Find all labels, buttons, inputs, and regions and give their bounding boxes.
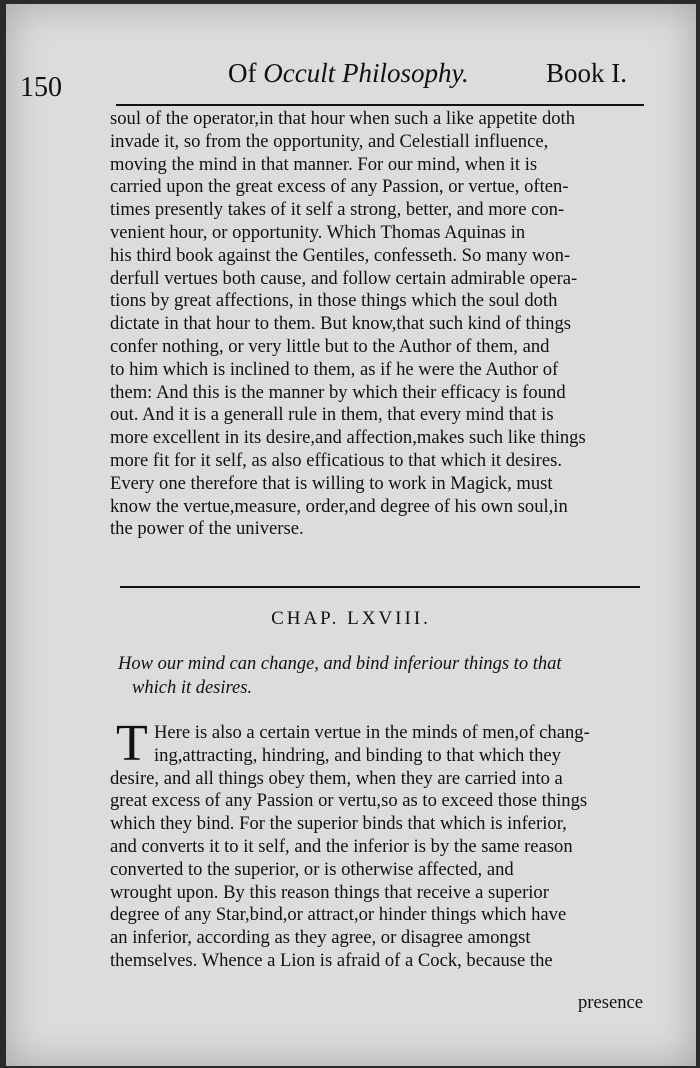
- running-title-italic: Occult Philosophy.: [263, 58, 469, 88]
- text-line: Here is also a certain vertue in the minds of men,of chang-: [154, 722, 590, 743]
- text-line: desire, and all things obey them, when they are carried into a: [110, 767, 563, 789]
- book-page: [6, 4, 696, 1066]
- text-line: dictate in that hour to them. But know,that such kind of things: [110, 313, 571, 335]
- text-line: to him which is inclined to them, as if he were the Author of: [110, 358, 559, 380]
- text-line: wrought upon. By this reason things that receive a superior: [110, 881, 549, 903]
- text-line: soul of the operator,in that hour when such a like appetite doth: [110, 108, 576, 129]
- book-label: Book I.: [546, 58, 627, 88]
- text-line: more fit for it self, as also efficatious to that which it desires.: [110, 449, 562, 471]
- text-line: degree of any Star,bind,or attract,or hinder things which have: [110, 904, 567, 926]
- text-line: confer nothing, or very little but to the Author of them, and: [110, 335, 550, 357]
- page-header: [6, 54, 696, 103]
- text-line: and converts it to it self, and the inferior is by the same reason: [110, 835, 573, 857]
- text-line: the power of the universe.: [110, 518, 304, 540]
- text-line: tions by great affections, in those things which the soul doth: [110, 290, 558, 312]
- running-title-prefix: Of: [228, 58, 257, 88]
- catchword: presence: [578, 992, 644, 1013]
- running-title: [228, 58, 469, 89]
- body-text-continued: [110, 108, 652, 541]
- page-number: 150: [20, 72, 62, 103]
- header-rule: [116, 104, 644, 106]
- text-line: converted to the superior, or is otherwise affected, and: [110, 858, 514, 880]
- text-line: invade it, so from the opportunity, and Celestiall influence,: [110, 130, 549, 152]
- text-line: Every one therefore that is willing to work in Magick, must: [110, 472, 553, 494]
- subtitle-line: How our mind can change, and bind inferiour things to that: [118, 654, 562, 674]
- text-line: out. And it is a generall rule in them, that every mind that is: [110, 404, 554, 426]
- text-line: know the vertue,measure, order,and degree of his own soul,in: [110, 495, 568, 517]
- text-line: which they bind. For the superior binds that which is inferior,: [110, 813, 567, 835]
- drop-cap: T: [116, 715, 148, 772]
- text-line: ing,attracting, hindring, and binding to that which they: [154, 744, 561, 766]
- subtitle-line: which it desires.: [132, 678, 253, 698]
- chapter-body-text: [110, 722, 652, 973]
- text-line: an inferior, according as they agree, or disagree amongst: [110, 927, 531, 949]
- text-line: his third book against the Gentiles, confesseth. So many won-: [110, 244, 571, 266]
- text-line: great excess of any Passion or vertu,so as to exceed those things: [110, 790, 588, 812]
- text-line: carried upon the great excess of any Passion, or vertue, often-: [110, 176, 569, 198]
- text-line: times presently takes of it self a strong, better, and more con-: [110, 199, 565, 221]
- chapter-subtitle: [118, 652, 658, 700]
- text-line: themselves. Whence a Lion is afraid of a Cock, because the: [110, 949, 553, 971]
- chapter-title: CHAP. LXVIII.: [271, 608, 431, 629]
- text-line: them: And this is the manner by which their efficacy is found: [110, 381, 566, 403]
- text-line: more excellent in its desire,and affection,makes such like things: [110, 427, 586, 449]
- text-line: derfull vertues both cause, and follow certain admirable opera-: [110, 267, 578, 289]
- text-line: moving the mind in that manner. For our mind, when it is: [110, 153, 538, 175]
- chapter-rule: [120, 586, 640, 588]
- text-line: venient hour, or opportunity. Which Thomas Aquinas in: [110, 221, 526, 243]
